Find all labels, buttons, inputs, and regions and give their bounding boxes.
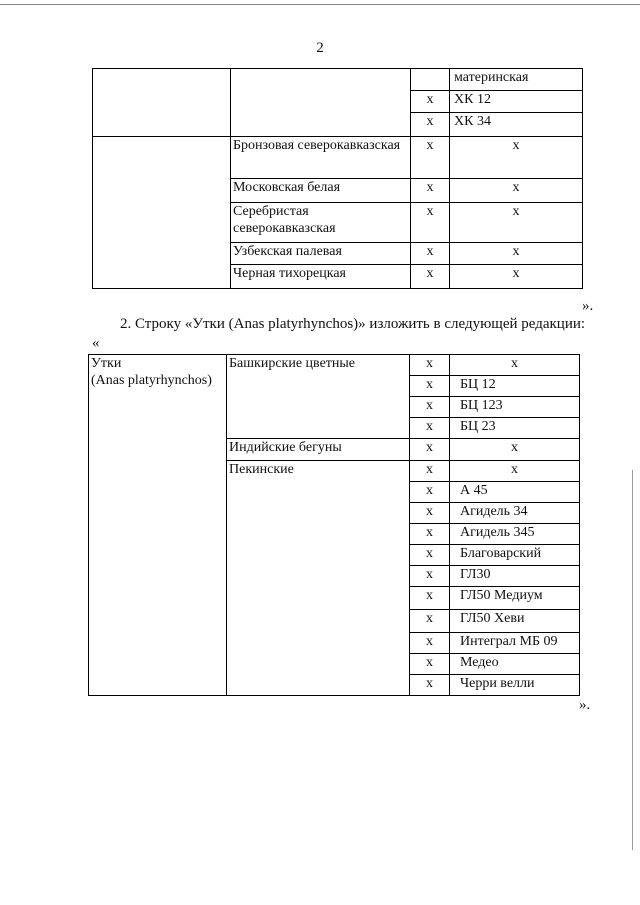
mark-cell: x: [410, 439, 450, 461]
mark-cell: x: [410, 418, 450, 439]
breed-cell: Серебристая северокавказская: [231, 203, 411, 243]
line-cell: ГЛ50 Медиум: [450, 587, 580, 610]
line-cell: x: [450, 439, 580, 461]
species-cell: [93, 69, 231, 137]
line-cell: Агидель 345: [450, 524, 580, 545]
mark-cell: x: [410, 461, 450, 482]
line-cell: x: [450, 137, 583, 179]
line-cell: x: [450, 461, 580, 482]
breed-cell: [231, 69, 411, 137]
mark-cell: x: [410, 675, 450, 696]
line-cell: ГЛ30: [450, 566, 580, 587]
breed-cell: Узбекская палевая: [231, 243, 411, 265]
species-latin: (Anas platyrhynchos): [91, 373, 212, 388]
line-cell: А 45: [450, 482, 580, 503]
mark-cell: x: [411, 179, 450, 203]
scan-edge-line: [632, 470, 633, 850]
mark-cell: x: [410, 566, 450, 587]
table-row: [93, 69, 583, 91]
line-cell: Агидель 34: [450, 503, 580, 524]
page-number: 2: [316, 40, 324, 56]
line-cell: БЦ 23: [450, 418, 580, 439]
line-cell: ГЛ50 Хеви: [450, 610, 580, 633]
line-cell: Черри велли: [450, 675, 580, 696]
mark-cell: x: [410, 503, 450, 524]
line-cell: ХК 34: [450, 113, 583, 137]
line-cell: x: [450, 265, 583, 289]
line-cell: Благоварский: [450, 545, 580, 566]
opening-quote: «: [92, 335, 100, 351]
mark-cell: x: [411, 243, 450, 265]
mark-cell: x: [410, 587, 450, 610]
mark-cell: x: [411, 265, 450, 289]
line-cell: x: [450, 355, 580, 376]
table-ducks: [88, 354, 580, 696]
mark-cell: x: [410, 355, 450, 376]
breed-cell: Черная тихорецкая: [231, 265, 411, 289]
line-cell: БЦ 123: [450, 397, 580, 418]
line-cell: x: [450, 203, 583, 243]
line-cell: Медео: [450, 654, 580, 675]
species-cell: [93, 137, 231, 289]
mark-cell: x: [410, 524, 450, 545]
mark-cell: x: [410, 610, 450, 633]
mark-cell: x: [410, 482, 450, 503]
breed-cell: Индийские бегуны: [227, 439, 410, 461]
mark-cell: x: [410, 654, 450, 675]
mark-cell: x: [410, 397, 450, 418]
table-geese-continued: [92, 68, 583, 289]
mark-cell: x: [411, 113, 450, 137]
table-row: [93, 137, 583, 179]
mark-cell: x: [411, 137, 450, 179]
breed-cell: Пекинские: [227, 461, 410, 696]
mark-cell: x: [411, 203, 450, 243]
line-cell: ХК 12: [450, 91, 583, 113]
closing-quote: ».: [582, 298, 594, 314]
mark-cell: [411, 69, 450, 91]
mark-cell: x: [410, 633, 450, 654]
top-border-line: [0, 4, 640, 5]
line-cell: материнская: [450, 69, 583, 91]
line-cell: БЦ 12: [450, 376, 580, 397]
line-cell: x: [450, 243, 583, 265]
mark-cell: x: [411, 91, 450, 113]
table-row: [89, 355, 580, 376]
species-cell: [89, 355, 227, 696]
line-cell: x: [450, 179, 583, 203]
line-cell: Интеграл МБ 09: [450, 633, 580, 654]
amendment-paragraph: 2. Строку «Утки (Anas platyrhynchos)» изложить в следующей редакции:: [120, 316, 586, 332]
species-name: Утки: [91, 356, 122, 371]
breed-cell: Московская белая: [231, 179, 411, 203]
breed-cell: Башкирские цветные: [227, 355, 410, 439]
breed-cell: Бронзовая северокавказская: [231, 137, 411, 179]
mark-cell: x: [410, 376, 450, 397]
mark-cell: x: [410, 545, 450, 566]
closing-quote: ».: [579, 697, 591, 713]
